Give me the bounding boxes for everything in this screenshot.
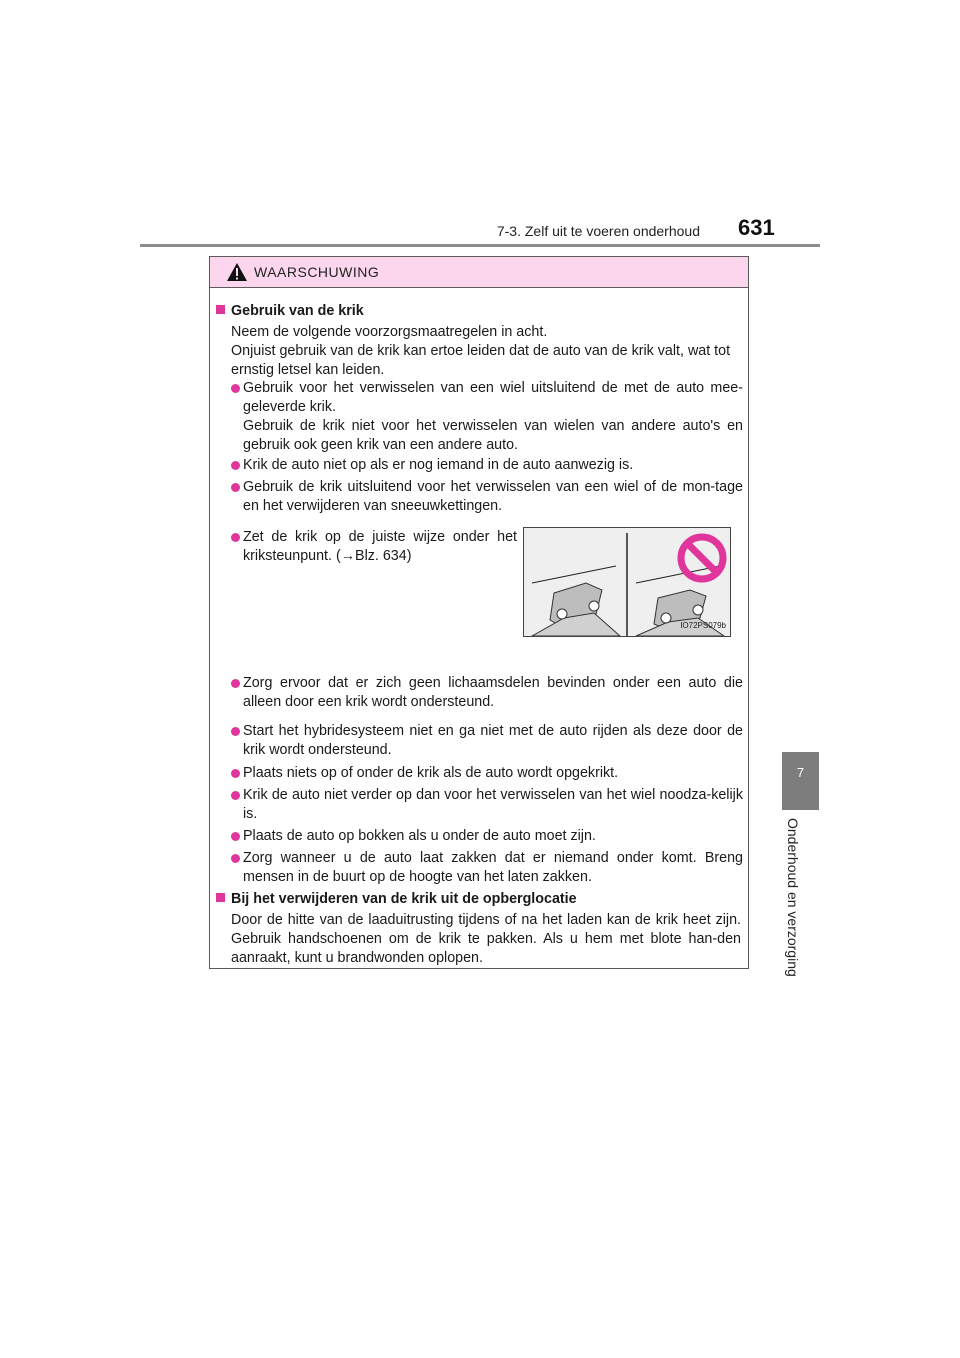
section-heading: Bij het verwijderen van de krik uit de opberglocatie: [216, 890, 577, 909]
jack-placement-figure: [523, 527, 731, 637]
round-bullet-icon: [231, 461, 240, 470]
round-bullet-icon: [231, 769, 240, 778]
round-bullet-icon: [231, 483, 240, 492]
section-heading: Gebruik van de krik: [216, 302, 364, 321]
round-bullet-icon: [231, 679, 240, 688]
intro-line: Onjuist gebruik van de krik kan ertoe leiden dat de auto van de krik valt, wat tot ernstig letsel kan leiden.: [231, 343, 731, 378]
warning-box: [209, 256, 749, 969]
list-item: Zorg ervoor dat er zich geen lichaamsdelen bevinden onder een auto die alleen door een krik wordt ondersteund.: [231, 674, 743, 712]
list-item: Plaats de auto op bokken als u onder de auto moet zijn.: [231, 827, 743, 846]
round-bullet-icon: [231, 384, 240, 393]
list-item: Zet de krik op de juiste wijze onder het kriksteunpunt. (→Blz. 634): [231, 528, 517, 566]
warning-header: [210, 257, 748, 288]
intro-line: Neem de volgende voorzorgsmaatregelen in acht.: [231, 324, 548, 340]
round-bullet-icon: [231, 854, 240, 863]
list-item: Krik de auto niet op als er nog iemand in de auto aanwezig is.: [231, 456, 743, 475]
figure-code: IO72PS079b: [680, 621, 726, 630]
list-item: Zorg wanneer u de auto laat zakken dat er niemand onder komt. Breng mensen in de buurt op de hoogte van het laten zakken.: [231, 849, 743, 887]
chapter-tab-number: 7: [796, 765, 805, 780]
square-bullet-icon: [216, 305, 225, 314]
round-bullet-icon: [231, 727, 240, 736]
warning-triangle-icon: [226, 262, 248, 282]
page-number: 631: [738, 215, 775, 240]
warning-title: WAARSCHUWING: [254, 264, 380, 280]
list-item: Krik de auto niet verder op dan voor het verwisselen van het wiel noodza-kelijk is.: [231, 786, 743, 824]
section-body: Door de hitte van de laaduitrusting tijdens of na het laden kan de krik heet zijn. Gebruik handschoenen om de krik te pakken. Als u hem met blote han-den aanraakt, kunt u brandwonden oplopen.: [231, 912, 741, 966]
header-section-title: 7-3. Zelf uit te voeren onderhoud: [496, 223, 700, 239]
header-rule: [140, 244, 820, 247]
square-bullet-icon: [216, 893, 225, 902]
round-bullet-icon: [231, 533, 240, 542]
round-bullet-icon: [231, 791, 240, 800]
list-item: Gebruik de krik uitsluitend voor het verwisselen van een wiel of de mon-tage en het verwijderen van sneeuwkettingen.: [231, 478, 743, 516]
round-bullet-icon: [231, 832, 240, 841]
chapter-tab: [782, 752, 819, 810]
list-item: Plaats niets op of onder de krik als de auto wordt opgekrikt.: [231, 764, 743, 783]
list-item: Start het hybridesysteem niet en ga niet met de auto rijden als deze door de krik wordt ondersteund.: [231, 722, 743, 760]
list-item: Gebruik voor het verwisselen van een wiel uitsluitend de met de auto mee-geleverde krik. Gebruik de krik niet voor het verwisselen van wielen van andere auto's en gebruik ook geen krik van een andere auto.: [231, 379, 743, 455]
chapter-side-label: Onderhoud en verzorging: [785, 818, 801, 977]
